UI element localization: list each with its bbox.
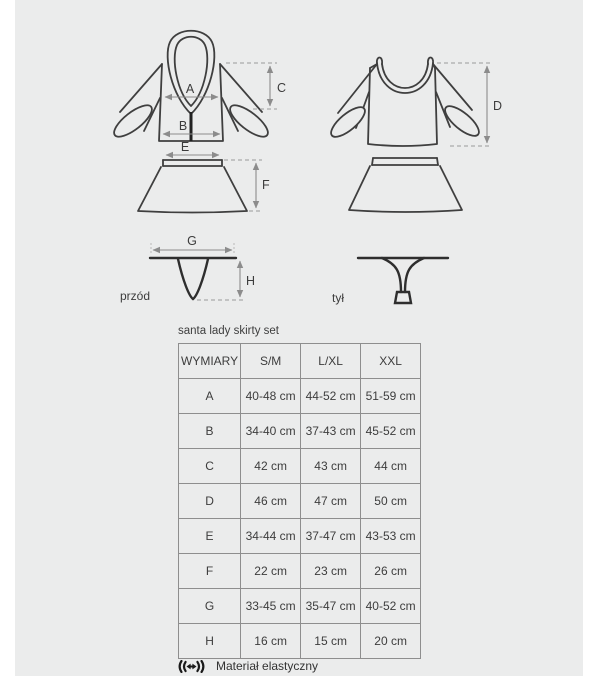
column-header-sm: S/M: [241, 344, 301, 379]
table-header-row: [179, 344, 421, 379]
size-cell: 43-53 cm: [361, 519, 421, 554]
thong-back-drawing: [358, 258, 448, 303]
skirt-front-drawing: [138, 160, 247, 213]
dimension-g-label: G: [187, 234, 197, 248]
dimension-f-label: F: [262, 178, 270, 192]
size-table: [178, 343, 421, 659]
dim-cell: A: [179, 379, 241, 414]
dim-cell: G: [179, 589, 241, 624]
table-row: [179, 554, 421, 589]
size-cell: 37-43 cm: [301, 414, 361, 449]
size-cell: 47 cm: [301, 484, 361, 519]
thong-front-drawing: [150, 258, 236, 299]
size-cell: 40-52 cm: [361, 589, 421, 624]
material-note: Materiał elastyczny: [216, 659, 319, 673]
dim-cell: B: [179, 414, 241, 449]
dimension-e-label: E: [180, 140, 190, 154]
neckline-inner: [382, 64, 428, 88]
dim-cell: H: [179, 624, 241, 659]
size-cell: 50 cm: [361, 484, 421, 519]
dim-cell: E: [179, 519, 241, 554]
dimension-d-label: D: [493, 99, 503, 113]
dimension-b-label: B: [178, 119, 188, 133]
size-cell: 35-47 cm: [301, 589, 361, 624]
dimension-h-label: H: [246, 274, 256, 288]
table-row: [179, 484, 421, 519]
hood: [168, 31, 215, 114]
size-cell: 23 cm: [301, 554, 361, 589]
top-back-drawing: [327, 58, 483, 147]
size-cell: 40-48 cm: [241, 379, 301, 414]
size-cell: 46 cm: [241, 484, 301, 519]
table-row: [179, 519, 421, 554]
size-cell: 44-52 cm: [301, 379, 361, 414]
table-row: [179, 589, 421, 624]
size-cell: 45-52 cm: [361, 414, 421, 449]
column-header-lxl: L/XL: [301, 344, 361, 379]
product-title: santa lady skirty set: [178, 325, 279, 337]
size-cell: 16 cm: [241, 624, 301, 659]
material-note-row: [176, 659, 318, 673]
dimension-c-label: C: [277, 81, 287, 95]
size-cell: 22 cm: [241, 554, 301, 589]
garment-diagrams: [0, 0, 600, 320]
size-cell: 34-44 cm: [241, 519, 301, 554]
size-cell: 20 cm: [361, 624, 421, 659]
skirt-back-drawing: [349, 158, 462, 212]
size-cell: 42 cm: [241, 449, 301, 484]
size-cell: 43 cm: [301, 449, 361, 484]
table-row: [179, 624, 421, 659]
size-cell: 33-45 cm: [241, 589, 301, 624]
left-cuff: [327, 102, 369, 141]
table-row: [179, 414, 421, 449]
table-row: [179, 379, 421, 414]
back-view-label: tył: [332, 291, 344, 305]
front-view-label: przód: [120, 289, 151, 303]
size-cell: 34-40 cm: [241, 414, 301, 449]
dim-cell: C: [179, 449, 241, 484]
size-cell: 37-47 cm: [301, 519, 361, 554]
table-row: [179, 449, 421, 484]
stretch-arrows-icon: [176, 660, 207, 673]
size-cell: 26 cm: [361, 554, 421, 589]
size-cell: 15 cm: [301, 624, 361, 659]
size-cell: 44 cm: [361, 449, 421, 484]
size-cell: 51-59 cm: [361, 379, 421, 414]
column-header-wymiary: WYMIARY: [179, 344, 241, 379]
dim-cell: F: [179, 554, 241, 589]
dim-cell: D: [179, 484, 241, 519]
column-header-xxl: XXL: [361, 344, 421, 379]
dimension-a-label: A: [185, 82, 195, 96]
